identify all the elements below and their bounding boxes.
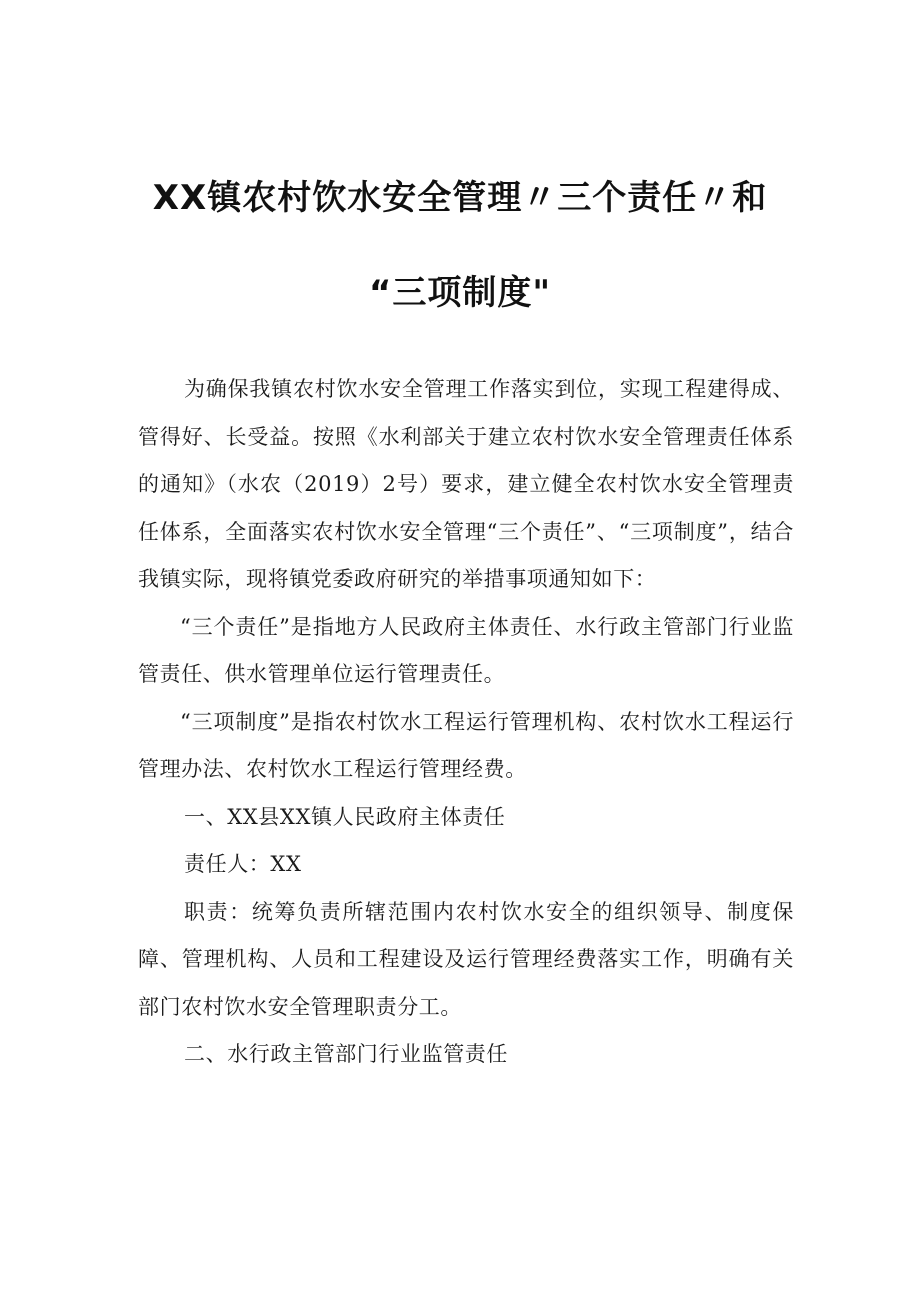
paragraph-three-responsibilities: “三个责任”是指地方人民政府主体责任、水行政主管部门行业监管责任、供水管理单位运行管理责任。 xyxy=(138,614,794,686)
paragraph-intro: 为确保我镇农村饮水安全管理工作落实到位，实现工程建得成、管得好、长受益。按照《水利部关于建立农村饮水安全管理责任体系的通知》（水农（2019）2号）要求，建立健全农村饮水安全管理责任体系，全面落实农村饮水安全管理“三个责任”、“三项制度”，结合我镇实际，现将镇党委政府研究的举措事项通知如下： xyxy=(138,377,794,591)
paragraph-duties: 职责：统筹负责所辖范围内农村饮水安全的组织领导、制度保障、管理机构、人员和工程建设及运行管理经费落实工作，明确有关部门农村饮水安全管理职责分工。 xyxy=(138,899,794,1019)
responsible-person: 责任人：XX xyxy=(184,852,302,876)
section-heading-1: 一、XX县XX镇人民政府主体责任 xyxy=(184,804,506,829)
paragraph-three-systems: “三项制度”是指农村饮水工程运行管理机构、农村饮水工程运行管理办法、农村饮水工程运行管理经费。 xyxy=(138,709,794,781)
document-title-line-1: XX镇农村饮水安全管理〃三个责任〃和 xyxy=(152,178,768,218)
document-title-line-2: “三项制度" xyxy=(368,273,552,313)
section-heading-2: 二、水行政主管部门行业监管责任 xyxy=(184,1042,508,1066)
document-body xyxy=(138,366,794,1079)
